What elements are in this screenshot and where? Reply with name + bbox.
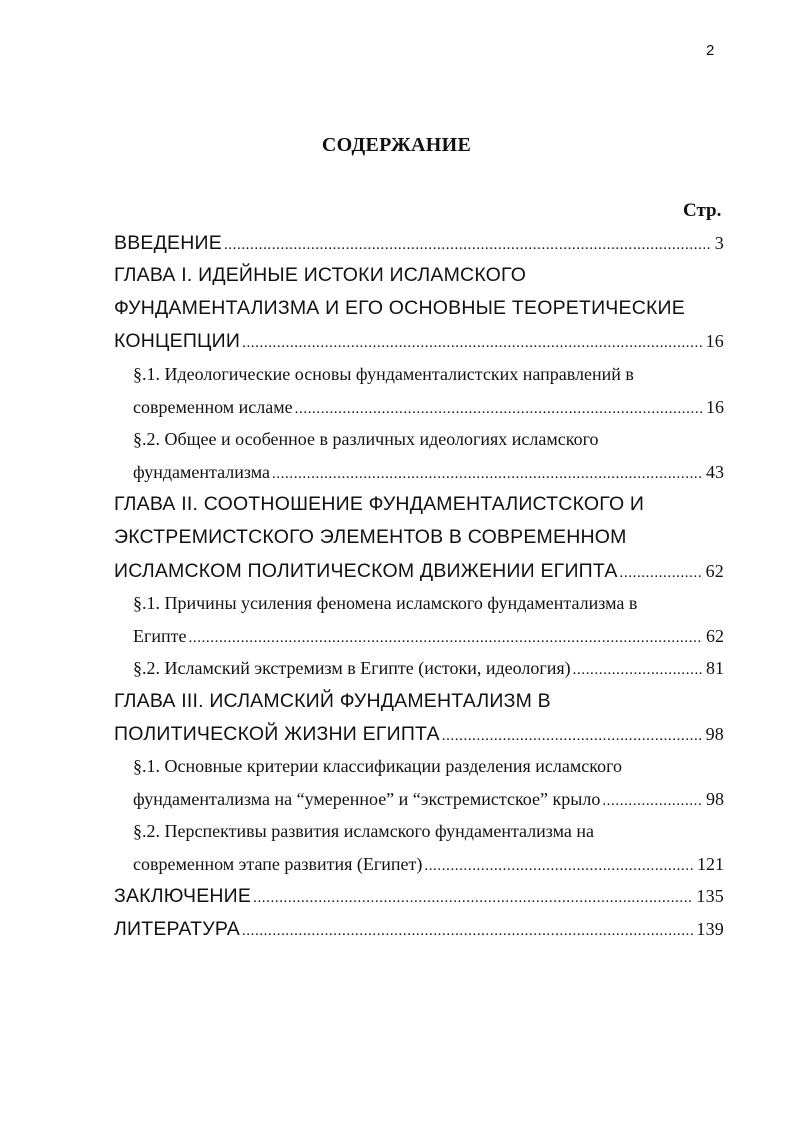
toc-page-number: 98 bbox=[705, 724, 724, 744]
toc-entry-text: Египте bbox=[133, 626, 187, 646]
toc-page-number: 98 bbox=[706, 789, 724, 809]
toc-chapter-2-line-3 bbox=[114, 560, 724, 583]
toc-chapter-3-line-1 bbox=[114, 690, 724, 713]
toc-entry-text: §.1. Идеологические основы фундаменталистских направлений в bbox=[133, 364, 634, 384]
leader-dots bbox=[620, 565, 703, 582]
toc-entry-text: ВВЕДЕНИЕ bbox=[114, 232, 222, 254]
toc-section-1-2-line-2 bbox=[133, 462, 724, 483]
toc-page-number: 81 bbox=[706, 658, 724, 678]
toc-entry-text: фундаментализма на “умеренное” и “экстремистское” крыло bbox=[133, 789, 601, 809]
toc-chapter-1-line-2 bbox=[114, 297, 724, 320]
leader-dots bbox=[242, 335, 703, 352]
leader-dots bbox=[253, 890, 693, 907]
toc-entry-text: ГЛАВА III. ИСЛАМСКИЙ ФУНДАМЕНТАЛИЗМ В bbox=[114, 690, 551, 712]
leader-dots bbox=[295, 401, 703, 418]
toc-page-number: 62 bbox=[705, 561, 724, 581]
toc-section-3-1-line-1 bbox=[133, 756, 724, 777]
leader-dots bbox=[224, 237, 712, 254]
toc-entry-text: ПОЛИТИЧЕСКОЙ ЖИЗНИ ЕГИПТА bbox=[114, 723, 440, 745]
toc-entry-text: ГЛАВА I. ИДЕЙНЫЕ ИСТОКИ ИСЛАМСКОГО bbox=[114, 264, 527, 286]
toc-page-number: 3 bbox=[714, 233, 724, 253]
toc-chapter-2-line-1 bbox=[114, 493, 724, 516]
page-number: 2 bbox=[706, 42, 715, 59]
toc-entry-text: КОНЦЕПЦИИ bbox=[114, 330, 241, 352]
toc-section-1-1-line-1 bbox=[133, 364, 724, 385]
toc-entry-text: §.2. Перспективы развития исламского фундаментализма на bbox=[133, 821, 595, 841]
toc-section-1-2-line-1 bbox=[133, 429, 724, 450]
toc-entry-text: §.2. Общее и особенное в различных идеологиях исламского bbox=[133, 429, 599, 449]
page-column-label: Стр. bbox=[683, 200, 722, 221]
toc-page-number: 16 bbox=[705, 331, 724, 351]
toc-page-number: 139 bbox=[696, 919, 724, 939]
leader-dots bbox=[242, 923, 693, 940]
toc-chapter-3-line-2 bbox=[114, 723, 724, 746]
leader-dots bbox=[424, 858, 694, 875]
toc-chapter-1-line-1 bbox=[114, 264, 724, 287]
toc-page-number: 16 bbox=[706, 397, 724, 417]
toc-section-3-2-line-1 bbox=[133, 821, 724, 842]
page-title: СОДЕРЖАНИЕ bbox=[321, 134, 472, 156]
toc-page-number: 43 bbox=[706, 462, 724, 482]
toc-page-number: 121 bbox=[697, 854, 724, 874]
toc-entry-text: ГЛАВА II. СООТНОШЕНИЕ ФУНДАМЕНТАЛИСТСКОГО И bbox=[114, 493, 645, 515]
toc-entry-text: ЭКСТРЕМИСТСКОГО ЭЛЕМЕНТОВ В СОВРЕМЕННОМ bbox=[114, 526, 627, 548]
toc-entry-text: ЗАКЛЮЧЕНИЕ bbox=[114, 885, 252, 907]
toc-chapter-2-line-2 bbox=[114, 526, 724, 549]
leader-dots bbox=[189, 630, 704, 647]
toc-entry-text: ЛИТЕРАТУРА bbox=[114, 918, 240, 940]
toc-entry-introduction bbox=[114, 232, 724, 255]
leader-dots bbox=[573, 662, 703, 679]
toc-section-3-2-line-2 bbox=[133, 854, 724, 875]
toc-entry-text: §.2. Исламский экстремизм в Египте (истоки, идеология) bbox=[133, 658, 571, 678]
toc-page-number: 135 bbox=[696, 886, 724, 906]
toc-entry-text: ИСЛАМСКОМ ПОЛИТИЧЕСКОМ ДВИЖЕНИИ ЕГИПТА bbox=[114, 560, 618, 582]
toc-section-1-1-line-2 bbox=[133, 397, 724, 418]
toc-section-2-2 bbox=[133, 658, 724, 679]
toc-section-3-1-line-2 bbox=[133, 789, 724, 810]
toc-section-2-1-line-1 bbox=[133, 593, 724, 614]
toc-entry-text: ФУНДАМЕНТАЛИЗМА И ЕГО ОСНОВНЫЕ ТЕОРЕТИЧЕСКИЕ bbox=[114, 297, 685, 319]
toc-section-2-1-line-2 bbox=[133, 626, 724, 647]
toc-page-number: 62 bbox=[706, 626, 724, 646]
toc-entry-text: современном этапе развития (Египет) bbox=[133, 854, 423, 874]
leader-dots bbox=[272, 466, 703, 483]
toc-chapter-1-line-3 bbox=[114, 330, 724, 353]
leader-dots bbox=[602, 793, 703, 810]
toc-entry-text: §.1. Основные критерии классификации разделения исламского bbox=[133, 756, 622, 776]
toc-entry-conclusion bbox=[114, 885, 724, 908]
toc-entry-text: §.1. Причины усиления феномена исламского фундаментализма в bbox=[133, 593, 638, 613]
toc-entry-text: фундаментализма bbox=[133, 462, 270, 482]
toc-entry-bibliography bbox=[114, 918, 724, 941]
leader-dots bbox=[442, 728, 703, 745]
toc-entry-text: современном исламе bbox=[133, 397, 293, 417]
